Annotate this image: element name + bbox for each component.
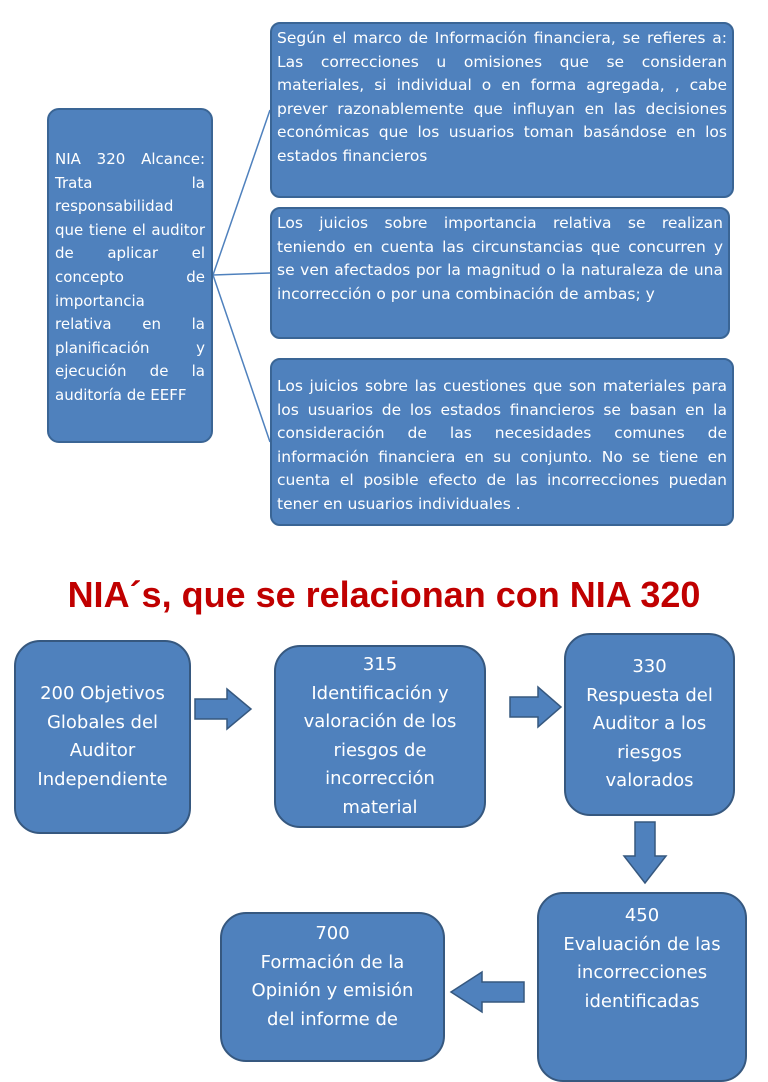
flow-box-450 <box>537 892 747 1082</box>
flow-box-line: Auditor <box>69 740 136 761</box>
flow-box-line: Opinión y emisión <box>251 980 414 1001</box>
flow-box-line: Respuesta del <box>586 684 713 706</box>
detail-box-materiality-judgments <box>270 207 730 339</box>
flow-box-line: valoración de los <box>303 711 457 732</box>
flow-box-330 <box>564 633 735 816</box>
connector-line-3 <box>213 275 270 442</box>
flow-box-line: identificadas <box>584 990 700 1012</box>
detail-box-text: Según el marco de Información financiera, se refieres a: Las correcciones u omisiones que se consideran materiales, si individual o en forma agregada, , cabe prever razonablemente que influyan en las decisiones económicas que los usuarios toman basándose en los estados financieros <box>277 29 727 165</box>
flow-box-line: riesgos <box>617 741 682 763</box>
flow-box-number: 700 <box>315 923 350 944</box>
flow-box-line: incorrecciones <box>576 962 708 983</box>
flow-box-line: material <box>342 796 418 818</box>
flow-box-line: 200 Objetivos <box>40 683 165 704</box>
flow-box-line: Formación de la <box>260 951 405 973</box>
arrow-left-icon <box>448 970 528 1016</box>
detail-box-text: Los juicios sobre importancia relativa se realizan teniendo en cuenta las circunstancias que concurren y se ven afectados por la magnitud o la naturaleza de una incorrección o por una combinación de ambas; y <box>277 214 723 303</box>
detail-box-materiality-definition <box>270 22 734 198</box>
flow-box-line: Identificación y <box>311 682 449 704</box>
section-title: NIA´s, que se relacionan con NIA 320 <box>67 574 701 615</box>
flow-box-line: Auditor a los <box>592 713 707 735</box>
flow-box-line: incorrección <box>325 768 435 789</box>
flow-box-line: riesgos de <box>333 739 427 761</box>
detail-box-text: Los juicios sobre las cuestiones que son materiales para los usuarios de los estados financieros se basan en la consideración de las necesidades comunes de información financiera en su conjunto. No se tiene en cuenta el posible efecto de las incorrecciones puedan tener en usuarios individuales . <box>277 377 727 513</box>
flow-box-700 <box>220 912 445 1062</box>
arrow-right-icon <box>508 684 564 730</box>
connector-line-2 <box>213 273 270 275</box>
scope-box-text: NIA 320 Alcance: Trata la responsabilidad que tiene el auditor de aplicar el concepto de importancia relativa en la planificación y ejecución de la auditoría de EEFF <box>55 150 205 404</box>
flow-box-line: Globales del <box>46 711 159 733</box>
flow-box-315 <box>274 645 486 828</box>
flow-box-number: 330 <box>632 656 667 678</box>
detail-box-user-needs <box>270 358 734 526</box>
connector-line-1 <box>213 110 270 275</box>
arrow-down-icon <box>621 820 669 886</box>
scope-box <box>47 108 213 443</box>
flow-box-line: del informe de <box>267 1008 398 1030</box>
flow-box-200 <box>14 640 191 834</box>
flow-box-line: valorados <box>605 770 694 792</box>
flow-box-line: Independiente <box>37 768 168 790</box>
flow-box-number: 450 <box>624 905 660 926</box>
flow-box-line: Evaluación de las <box>563 933 721 955</box>
flow-box-number: 315 <box>362 654 398 675</box>
arrow-right-icon <box>193 686 255 732</box>
